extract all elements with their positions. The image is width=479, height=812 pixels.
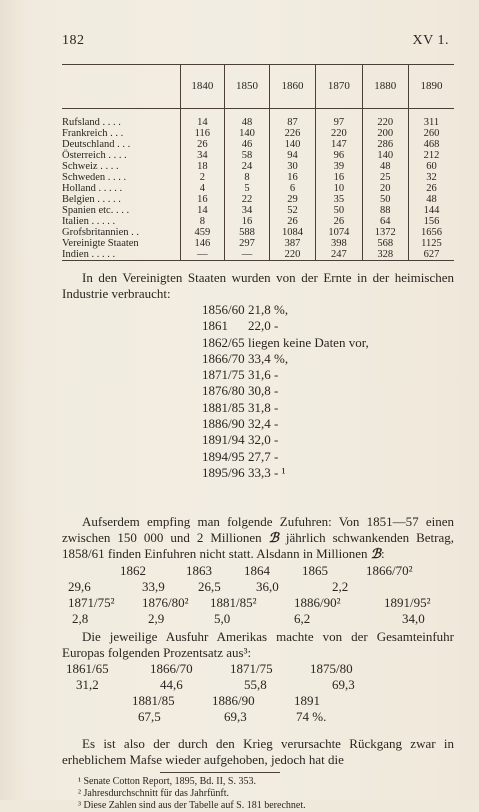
value-cell: 1084 (269, 227, 315, 238)
country-cell: Indien . . . . . (62, 249, 180, 261)
value-cell: 260 (408, 128, 454, 139)
value-cell: 35 (316, 194, 362, 205)
value-cell: 48 (362, 161, 408, 172)
imports-figures (62, 563, 454, 627)
figure-cell: 5,0 (214, 611, 231, 626)
table-row (62, 172, 454, 183)
figure-cell: 1861/65 (66, 661, 109, 676)
figure-cell: 2,8 (72, 611, 89, 626)
value-cell: 94 (269, 150, 315, 161)
value-cell: 144 (408, 205, 454, 216)
value-cell: 1125 (408, 238, 454, 249)
exports-values-row-2 (62, 709, 454, 725)
value-cell: 8 (180, 216, 225, 227)
consumption-value: 33,4 %, (248, 350, 289, 366)
consumption-row (202, 351, 369, 367)
value-cell: 58 (225, 150, 270, 161)
value-cell: 26 (316, 216, 362, 227)
value-cell: 588 (225, 227, 270, 238)
consumption-row (202, 318, 369, 334)
footnote: ² Jahresdurchschnitt für das Jahrfünft. (78, 788, 230, 799)
country-cell: Italien . . . . . (62, 216, 116, 227)
value-cell: 220 (269, 249, 315, 261)
figure-cell: 1866/70² (366, 563, 413, 578)
consumption-row (202, 465, 369, 481)
value-cell: 627 (408, 249, 454, 261)
consumption-value: 27,7 - (248, 448, 279, 464)
value-cell: 39 (316, 161, 362, 172)
value-cell: 140 (269, 139, 315, 150)
table-row (62, 249, 454, 261)
consumption-row (202, 416, 369, 432)
imports-values-row-1 (62, 579, 454, 595)
figure-cell: 1871/75 (230, 661, 273, 676)
country-cell: Rufsland . . . . (62, 117, 121, 128)
figure-cell: 6,2 (294, 611, 311, 626)
consumption-value: 31,6 - (248, 367, 279, 383)
table-row (62, 238, 454, 249)
country-cell: Spanien etc. . . . (62, 205, 130, 216)
table-row (62, 128, 454, 139)
consumption-period: 1866/70 (202, 350, 245, 366)
column-header: 1860 (269, 65, 315, 109)
value-cell: 97 (316, 117, 362, 128)
footnote: ¹ Senate Cotton Report, 1895, Bd. II, S. 353. (78, 776, 256, 787)
value-cell: 26 (408, 183, 454, 194)
value-cell: 459 (180, 227, 225, 238)
consumption-period: 1891/94 (202, 432, 245, 448)
country-cell: Grofsbritannien . . (62, 227, 139, 238)
consumption-period: 1881/85 (202, 399, 245, 415)
table-row (62, 205, 454, 216)
figure-cell: 1875/80 (310, 661, 353, 676)
figure-cell: 1864 (244, 563, 270, 578)
figure-cell: 69,3 (332, 677, 355, 692)
column-header: 1880 (362, 65, 408, 109)
consumption-row (202, 335, 369, 351)
section-label: XV 1. (412, 33, 449, 48)
value-cell: 1074 (316, 227, 362, 238)
value-cell: 60 (408, 161, 454, 172)
figure-cell: 2,9 (148, 611, 165, 626)
value-cell: 48 (408, 194, 454, 205)
consumption-value: 22,0 - (248, 318, 279, 334)
table-row (62, 183, 454, 194)
value-cell: 34 (180, 150, 225, 161)
table-row (62, 117, 454, 128)
value-cell: 32 (408, 172, 454, 183)
consumption-value: 30,8 - (248, 383, 279, 399)
imports-values-row-2 (62, 611, 454, 627)
value-cell: 96 (316, 150, 362, 161)
footnotes (78, 776, 306, 812)
value-cell: 16 (316, 172, 362, 183)
value-cell: 14 (180, 117, 225, 128)
consumption-value: 21,8 %, (248, 302, 289, 317)
figure-cell: 1886/90 (212, 693, 255, 708)
value-cell: 29 (269, 194, 315, 205)
consumption-row (202, 367, 369, 383)
figure-cell: 1891 (294, 693, 320, 708)
paragraph-imports-text: Aufserdem empfing man folgende Zufuhren: Von 1851—57 einen zwischen 150 000 und 2 Millionen (62, 514, 454, 545)
consumption-row (202, 302, 369, 318)
consumption-period: 1894/95 (202, 448, 245, 464)
value-cell: 297 (225, 238, 270, 249)
consumption-period: 1861 (202, 318, 228, 334)
figure-cell: 2,2 (332, 579, 349, 594)
consumption-value: 33,3 - ¹ (248, 464, 286, 480)
figure-cell: 1886/90² (294, 595, 341, 610)
exports-years-row-1 (62, 661, 454, 677)
value-cell: 140 (362, 150, 408, 161)
footnote: ³ Diese Zahlen sind aus der Tabelle auf S. 181 berechnet. (78, 800, 306, 811)
value-cell: 20 (362, 183, 408, 194)
table-row (62, 161, 454, 172)
value-cell: 10 (316, 183, 362, 194)
country-cell: Schweden . . . . (62, 172, 127, 183)
table-header-row (62, 65, 454, 109)
imports-years-row-1 (62, 563, 454, 579)
value-cell: 50 (316, 205, 362, 216)
consumption-row (202, 383, 369, 399)
figure-cell: 1891/95² (384, 595, 431, 610)
country-cell: Vereinigte Staaten (62, 238, 139, 249)
table-row (62, 227, 454, 238)
country-cell: Österreich . . . . (62, 150, 127, 161)
value-cell: 116 (180, 128, 225, 139)
figure-cell: 1881/85² (210, 595, 257, 610)
exports-values-row-1 (62, 677, 454, 693)
exports-figures (62, 661, 454, 725)
value-cell: 247 (316, 249, 362, 261)
value-cell: 34 (225, 205, 270, 216)
column-header: 1870 (316, 65, 362, 109)
table-row (62, 150, 454, 161)
value-cell: 5 (225, 183, 270, 194)
value-cell: 26 (180, 139, 225, 150)
value-cell: 328 (362, 249, 408, 261)
value-cell: 22 (225, 194, 270, 205)
value-cell: 140 (225, 128, 270, 139)
value-cell: 18 (180, 161, 225, 172)
value-cell: — (225, 249, 270, 261)
value-cell: 220 (316, 128, 362, 139)
figure-cell: 69,3 (224, 709, 247, 724)
consumption-value: 32,0 - (248, 432, 279, 448)
country-cell: Holland . . . . . (62, 183, 123, 194)
value-cell: 1372 (362, 227, 408, 238)
value-cell: 2 (180, 172, 225, 183)
value-cell: 8 (225, 172, 270, 183)
exports-years-row-2 (62, 693, 454, 709)
figure-cell: 1881/85 (132, 693, 175, 708)
consumption-period: 1856/60 (202, 302, 245, 317)
paragraph-imports-text-2: jährlich schwankenden Betrag, 1858/61 finden Einfuhren nicht statt. Alsdann in Millionen (62, 530, 455, 561)
value-cell: 24 (225, 161, 270, 172)
consumption-value: liegen keine Daten vor, (248, 334, 369, 350)
value-cell: 146 (180, 238, 225, 249)
country-cell: Schweiz . . . . (62, 161, 119, 172)
consumption-period: 1871/75 (202, 367, 245, 383)
consumption-period: 1886/90 (202, 416, 245, 432)
table-row (62, 139, 454, 150)
figure-cell: 1862 (120, 563, 146, 578)
value-cell: 220 (362, 117, 408, 128)
column-header: 1850 (225, 65, 270, 109)
value-cell: 48 (225, 117, 270, 128)
figure-cell: 74 %. (296, 709, 327, 724)
value-cell: 30 (269, 161, 315, 172)
figure-cell: 33,9 (142, 579, 165, 594)
table-corner (62, 65, 180, 109)
value-cell: 16 (180, 194, 225, 205)
consumption-list (202, 302, 369, 481)
value-cell: 398 (316, 238, 362, 249)
figure-cell: 67,5 (138, 709, 161, 724)
column-header: 1840 (180, 65, 225, 109)
figure-cell: 31,2 (76, 677, 99, 692)
value-cell: 14 (180, 205, 225, 216)
value-cell: 87 (269, 117, 315, 128)
value-cell: 6 (269, 183, 315, 194)
country-cell: Frankreich . . . (62, 128, 124, 139)
figure-cell: 55,8 (244, 677, 267, 692)
paragraph-exports: Die jeweilige Ausfuhr Amerikas machte von der Gesamteinfuhr Europas folgenden Prozentsatz aus³: (62, 629, 454, 660)
paragraph-conclusion: Es ist also der durch den Krieg verursachte Rückgang zwar in erheblichem Mafse wieder aufgehoben, jedoch hat die (62, 736, 454, 767)
consumption-row (202, 400, 369, 416)
value-cell: 46 (225, 139, 270, 150)
table-row (62, 216, 454, 227)
value-cell: 88 (362, 205, 408, 216)
currency-symbol: ℬ (370, 546, 381, 561)
paragraph-consumption: In den Vereinigten Staaten wurden von der Ernte in der heimischen Industrie verbraucht: (62, 270, 454, 301)
figure-cell: 1876/80² (142, 595, 189, 610)
figure-cell: 26,5 (198, 579, 221, 594)
value-cell: 16 (269, 172, 315, 183)
figure-cell: 1863 (186, 563, 212, 578)
cotton-consumption-table (62, 64, 454, 261)
value-cell: 147 (316, 139, 362, 150)
country-cell: Belgien . . . . . (62, 194, 121, 205)
page-number: 182 (62, 33, 85, 48)
figure-cell: 36,0 (256, 579, 279, 594)
consumption-row (202, 449, 369, 465)
figure-cell: 1871/75² (68, 595, 115, 610)
footnote-divider (160, 772, 280, 773)
value-cell: 156 (408, 216, 454, 227)
value-cell: 311 (408, 117, 454, 128)
currency-symbol: ℬ (268, 530, 279, 545)
value-cell: 226 (269, 128, 315, 139)
table-row (62, 194, 454, 205)
consumption-period: 1895/96 (202, 464, 245, 480)
consumption-period: 1862/65 (202, 334, 245, 350)
consumption-row (202, 432, 369, 448)
value-cell: 26 (269, 216, 315, 227)
consumption-value: 32,4 - (248, 416, 279, 432)
value-cell: 568 (362, 238, 408, 249)
country-cell: Deutschland . . . (62, 139, 131, 150)
imports-years-row-2 (62, 595, 454, 611)
value-cell: 4 (180, 183, 225, 194)
value-cell: 25 (362, 172, 408, 183)
value-cell: 468 (408, 139, 454, 150)
paragraph-imports: Aufserdem empfing man folgende Zufuhren: Von 1851—57 einen zwischen 150 000 und 2 Millionen ℬ jährlich schwankenden Betrag, 1858/61 finden Einfuhren nicht statt. Alsdann in Millionen ℬ: (62, 514, 455, 561)
value-cell: — (180, 249, 225, 261)
figure-cell: 44,6 (160, 677, 183, 692)
consumption-value: 31,8 - (248, 399, 279, 415)
value-cell: 200 (362, 128, 408, 139)
value-cell: 212 (408, 150, 454, 161)
figure-cell: 34,0 (402, 611, 425, 626)
figure-cell: 1866/70 (150, 661, 193, 676)
value-cell: 64 (362, 216, 408, 227)
value-cell: 286 (362, 139, 408, 150)
consumption-period: 1876/80 (202, 383, 245, 399)
value-cell: 52 (269, 205, 315, 216)
value-cell: 1656 (408, 227, 454, 238)
figure-cell: 1865 (302, 563, 328, 578)
figure-cell: 29,6 (68, 579, 91, 594)
value-cell: 16 (225, 216, 270, 227)
column-header: 1890 (408, 65, 454, 109)
value-cell: 50 (362, 194, 408, 205)
value-cell: 387 (269, 238, 315, 249)
